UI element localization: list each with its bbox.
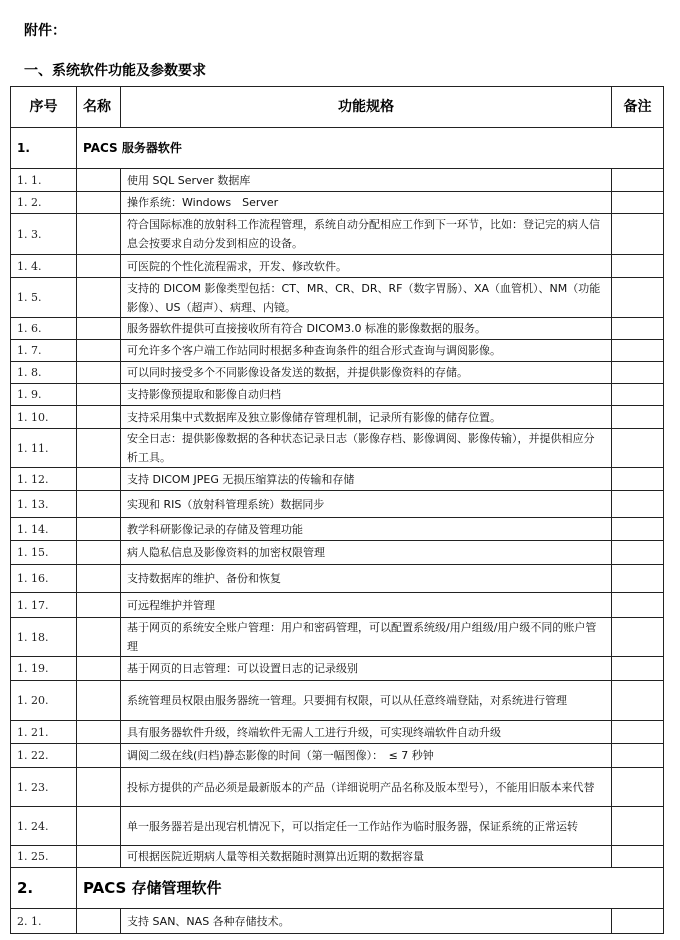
row-name — [77, 192, 121, 214]
row-name — [77, 362, 121, 384]
row-spec: 教学科研影像记录的存储及管理功能 — [121, 518, 612, 541]
row-note — [612, 518, 664, 541]
table-row — [11, 318, 664, 340]
table-row — [11, 362, 664, 384]
row-spec: 病人隐私信息及影像资料的加密权限管理 — [121, 541, 612, 565]
row-note — [612, 768, 664, 807]
row-note — [612, 657, 664, 681]
table-row — [11, 491, 664, 518]
row-note — [612, 468, 664, 491]
row-note — [612, 384, 664, 406]
header-name: 名称 — [77, 87, 121, 128]
row-name — [77, 255, 121, 278]
row-name — [77, 807, 121, 846]
header-num: 序号 — [11, 87, 77, 128]
row-num: 1. 5. — [11, 278, 77, 318]
category-row — [11, 128, 664, 169]
row-name — [77, 214, 121, 255]
row-name — [77, 721, 121, 744]
row-name — [77, 518, 121, 541]
row-name — [77, 340, 121, 362]
table-row — [11, 909, 664, 934]
row-name — [77, 618, 121, 657]
row-name — [77, 406, 121, 429]
row-num: 1. 8. — [11, 362, 77, 384]
table-row — [11, 657, 664, 681]
row-spec: 可远程维护并管理 — [121, 593, 612, 618]
row-num: 1. 11. — [11, 429, 77, 468]
table-row — [11, 429, 664, 468]
row-name — [77, 541, 121, 565]
table-row — [11, 406, 664, 429]
table-row — [11, 681, 664, 721]
row-note — [612, 318, 664, 340]
row-spec: 支持影像预提取和影像自动归档 — [121, 384, 612, 406]
table-row — [11, 807, 664, 846]
row-name — [77, 909, 121, 934]
row-spec: 投标方提供的产品必须是最新版本的产品（详细说明产品名称及版本型号），不能用旧版本来代替 — [121, 768, 612, 807]
row-spec: 单一服务器若是出现宕机情况下，可以指定任一工作站作为临时服务器，保证系统的正常运转 — [121, 807, 612, 846]
row-spec: 具有服务器软件升级，终端软件无需人工进行升级，可实现终端软件自动升级 — [121, 721, 612, 744]
table-row — [11, 468, 664, 491]
row-name — [77, 565, 121, 593]
row-num: 1. 21. — [11, 721, 77, 744]
table-row — [11, 214, 664, 255]
table-row — [11, 565, 664, 593]
row-spec: 安全日志：提供影像数据的各种状态记录日志（影像存档、影像调阅、影像传输），并提供相应分析工具。 — [121, 429, 612, 468]
row-note — [612, 618, 664, 657]
row-num: 1. 9. — [11, 384, 77, 406]
row-num: 2. 1. — [11, 909, 77, 934]
row-note — [612, 255, 664, 278]
row-spec: 系统管理员权限由服务器统一管理。只要拥有权限，可以从任意终端登陆，对系统进行管理 — [121, 681, 612, 721]
row-note — [612, 192, 664, 214]
table-row — [11, 593, 664, 618]
row-num: 1. 1. — [11, 169, 77, 192]
category-name: PACS 存储管理软件 — [77, 868, 664, 909]
row-num: 1. 22. — [11, 744, 77, 768]
row-spec: 符合国际标准的放射科工作流程管理，系统自动分配相应工作到下一环节，比如：登记完的病人信息会按要求自动分发到相应的设备。 — [121, 214, 612, 255]
attachment-label: 附件： — [24, 23, 66, 39]
row-spec: 支持数据库的维护、备份和恢复 — [121, 565, 612, 593]
row-spec: 服务器软件提供可直接接收所有符合 DICOM3.0 标准的影像数据的服务。 — [121, 318, 612, 340]
row-note — [612, 429, 664, 468]
row-num: 1. 10. — [11, 406, 77, 429]
row-note — [612, 744, 664, 768]
row-note — [612, 565, 664, 593]
table-row — [11, 255, 664, 278]
section-title: 一、系统软件功能及参数要求 — [24, 63, 206, 79]
row-note — [612, 541, 664, 565]
row-note — [612, 846, 664, 868]
row-spec: 支持的 DICOM 影像类型包括：CT、MR、CR、DR、RF（数字胃肠）、XA（血管机）、NM（功能影像）、US（超声）、病理、内镜。 — [121, 278, 612, 318]
row-name — [77, 768, 121, 807]
row-spec: 可允许多个客户端工作站同时根据多种查询条件的组合形式查询与调阅影像。 — [121, 340, 612, 362]
row-num: 1. 19. — [11, 657, 77, 681]
spec-table — [10, 86, 664, 934]
category-row — [11, 868, 664, 909]
row-num: 1. 2. — [11, 192, 77, 214]
table-row — [11, 192, 664, 214]
row-num: 1. 25. — [11, 846, 77, 868]
row-note — [612, 909, 664, 934]
row-note — [612, 681, 664, 721]
row-note — [612, 340, 664, 362]
row-name — [77, 169, 121, 192]
row-note — [612, 214, 664, 255]
row-name — [77, 318, 121, 340]
row-spec: 支持 DICOM JPEG 无损压缩算法的传输和存储 — [121, 468, 612, 491]
row-spec: 基于网页的系统安全账户管理：用户和密码管理，可以配置系统级/用户组级/用户级不同的账户管理 — [121, 618, 612, 657]
row-num: 1. 4. — [11, 255, 77, 278]
row-spec: 操作系统：Windows Server — [121, 192, 612, 214]
row-note — [612, 807, 664, 846]
category-name: PACS 服务器软件 — [77, 128, 664, 169]
table-row — [11, 169, 664, 192]
category-num: 2. — [11, 868, 77, 909]
row-spec: 支持 SAN、NAS 各种存储技术。 — [121, 909, 612, 934]
row-note — [612, 169, 664, 192]
table-header-row — [11, 87, 664, 128]
table-row — [11, 541, 664, 565]
row-name — [77, 846, 121, 868]
table-row — [11, 768, 664, 807]
row-spec: 使用 SQL Server 数据库 — [121, 169, 612, 192]
table-row — [11, 721, 664, 744]
row-num: 1. 20. — [11, 681, 77, 721]
row-note — [612, 278, 664, 318]
row-note — [612, 362, 664, 384]
row-spec: 可医院的个性化流程需求，开发、修改软件。 — [121, 255, 612, 278]
table-row — [11, 384, 664, 406]
row-name — [77, 657, 121, 681]
row-note — [612, 406, 664, 429]
row-num: 1. 24. — [11, 807, 77, 846]
row-spec: 调阅二级在线(归档)静态影像的时间（第一幅图像）： ≤ 7 秒钟 — [121, 744, 612, 768]
row-spec: 基于网页的日志管理：可以设置日志的记录级别 — [121, 657, 612, 681]
row-num: 1. 7. — [11, 340, 77, 362]
row-name — [77, 491, 121, 518]
row-name — [77, 384, 121, 406]
row-num: 1. 14. — [11, 518, 77, 541]
header-note: 备注 — [612, 87, 664, 128]
row-name — [77, 468, 121, 491]
row-num: 1. 17. — [11, 593, 77, 618]
table-row — [11, 846, 664, 868]
row-note — [612, 593, 664, 618]
row-num: 1. 23. — [11, 768, 77, 807]
category-num: 1. — [11, 128, 77, 169]
row-note — [612, 491, 664, 518]
row-num: 1. 3. — [11, 214, 77, 255]
row-name — [77, 744, 121, 768]
row-num: 1. 13. — [11, 491, 77, 518]
row-spec: 可以同时接受多个不同影像设备发送的数据，并提供影像资料的存储。 — [121, 362, 612, 384]
table-row — [11, 518, 664, 541]
row-name — [77, 278, 121, 318]
table-row — [11, 278, 664, 318]
row-num: 1. 16. — [11, 565, 77, 593]
row-name — [77, 429, 121, 468]
row-num: 1. 6. — [11, 318, 77, 340]
row-name — [77, 681, 121, 721]
row-num: 1. 15. — [11, 541, 77, 565]
table-row — [11, 744, 664, 768]
row-spec: 支持采用集中式数据库及独立影像储存管理机制，记录所有影像的储存位置。 — [121, 406, 612, 429]
row-spec: 可根据医院近期病人量等相关数据随时测算出近期的数据容量 — [121, 846, 612, 868]
header-spec: 功能规格 — [121, 87, 612, 128]
table-row — [11, 340, 664, 362]
row-num: 1. 12. — [11, 468, 77, 491]
row-note — [612, 721, 664, 744]
row-num: 1. 18. — [11, 618, 77, 657]
table-row — [11, 618, 664, 657]
row-spec: 实现和 RIS（放射科管理系统）数据同步 — [121, 491, 612, 518]
row-name — [77, 593, 121, 618]
